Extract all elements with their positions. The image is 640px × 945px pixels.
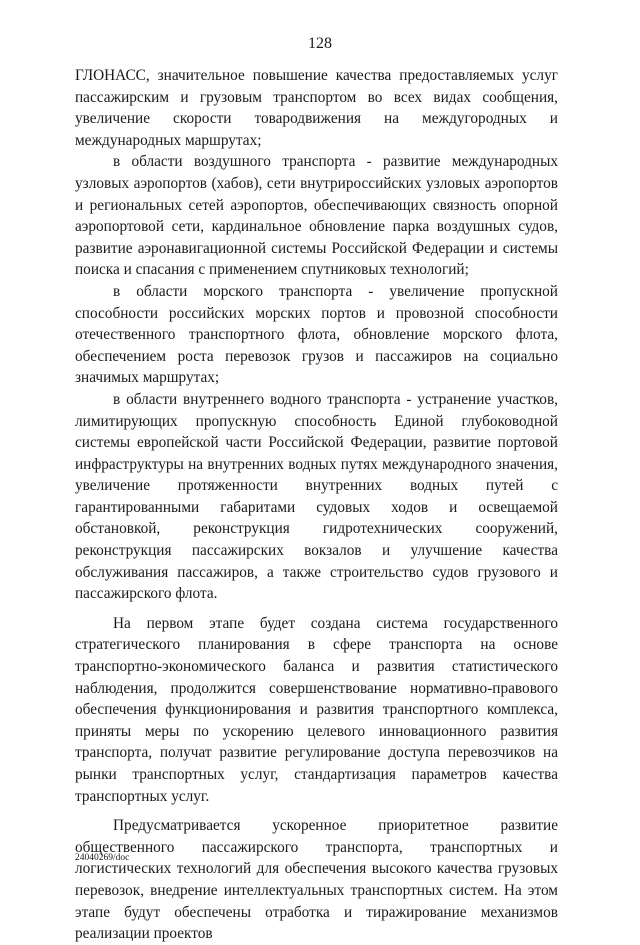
paragraph-2: в области воздушного транспорта - развитие международных узловых аэропортов (хабов), сети внутрироссийских узловых аэропортов и региональных сетей аэропортов, обеспечивающих связность опорной аэропортовой сети, кардинальное обновление парка воздушных судов, развитие аэронавигационной системы Российской Федерации и системы поиска и спасания с применением спутниковых технологий; xyxy=(75,153,558,279)
document-body xyxy=(75,65,558,945)
paragraph-6: Предусматривается ускоренное приоритетное развитие общественного пассажирского транспорта, транспортных и логистических технологий для обеспечения высокого качества грузовых перевозок, внедрение интеллектуальных транспортных систем. На этом этапе будут обеспечены отработка и тиражирование механизмов реализации проектов xyxy=(75,817,558,943)
document-footer-id: 24040269/doc xyxy=(75,853,130,863)
paragraph-4: в области внутреннего водного транспорта - устранение участков, лимитирующих пропускную способность Единой глубоководной системы европейской части Российской Федерации, развитие портовой инфраструктуры на внутренних водных путях международного значения, увеличение протяженности внутренних водных путей с гарантированными габаритами судовых ходов и освещаемой обстановкой, реконструкция гидротехнических сооружений, реконструкция пассажирских вокзалов и улучшение качества обслуживания пассажиров, а также строительство судов грузового и пассажирского флота. xyxy=(75,390,558,603)
paragraph-3: в области морского транспорта - увеличение пропускной способности российских морских портов и провозной способности отечественного транспортного флота, обновление морского флота, обеспечением роста перевозок грузов и пассажиров на социально значимых маршрутах; xyxy=(75,282,558,387)
page-number: 128 xyxy=(308,35,332,52)
paragraph-5: На первом этапе будет создана система государственного стратегического планирования в сфере транспорта на основе транспортно-экономического баланса и развития статистического наблюдения, продолжится совершенствование нормативно-правового обеспечения функционирования и развития транспортного комплекса, приняты меры по ускорению целевого инновационного развития транспорта, получат развитие регулирование доступа перевозчиков на рынки транспортных услуг, стандартизация параметров качества транспортных услуг. xyxy=(75,614,558,805)
paragraph-1: ГЛОНАСС, значительное повышение качества предоставляемых услуг пассажирским и грузовым транспортом во всех видах сообщения, увеличение скорости товародвижения на междугородных и международных маршрутах; xyxy=(75,67,558,149)
